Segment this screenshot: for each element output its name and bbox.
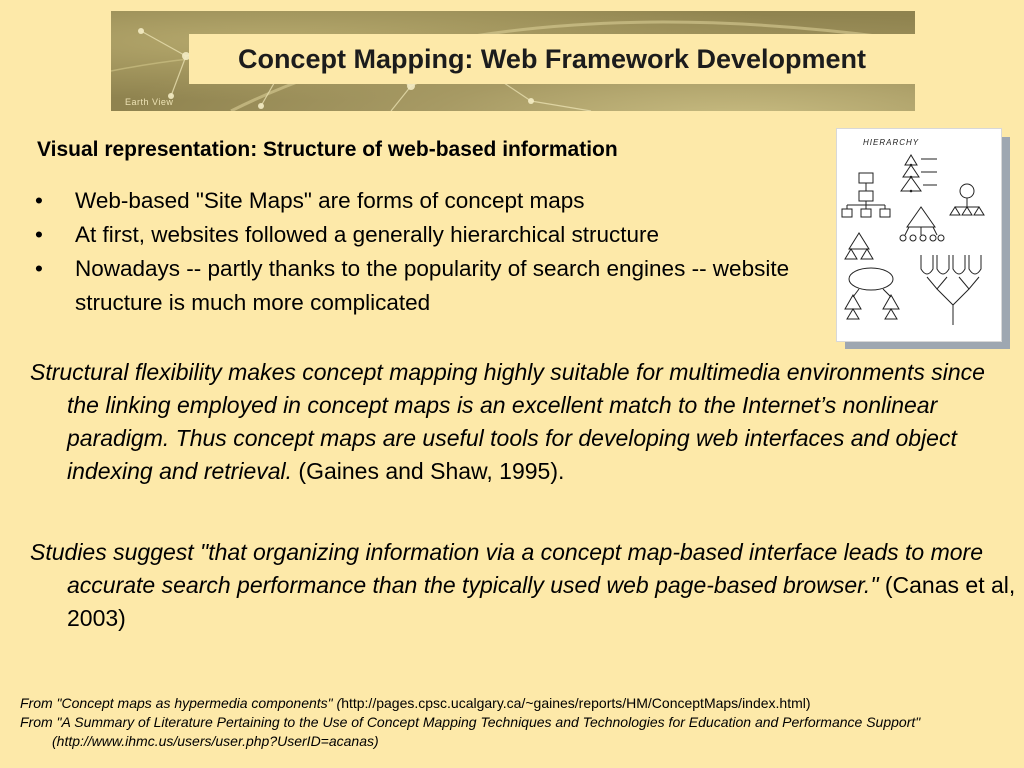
- quote-text: Structural flexibility makes concept mapping highly suitable for multimedia environments since the linking employed in concept maps is an excellent match to the Internet’s nonlinear paradigm. Thus concept maps are useful tools for developing web interfaces and object indexing and retrieval.: [30, 359, 985, 484]
- citation-text: (Gaines and Shaw, 1995).: [292, 458, 565, 484]
- reference-item: [20, 694, 1010, 713]
- hierarchy-sketch: [837, 129, 1001, 341]
- figure-heading: HIERARCHY: [863, 138, 920, 147]
- bullet-item: • Nowadays -- partly thanks to the popularity of search engines -- website structure is much more complicated: [33, 252, 823, 320]
- bullet-item: • At first, websites followed a generally hierarchical structure: [33, 218, 823, 252]
- banner-label: Earth View: [125, 97, 174, 107]
- reference-source: From "A Summary of Literature Pertaining to the Use of Concept Mapping Techniques and Technologies for Education and Performance Support" (http://www.ihmc.us/users/user.php?UserID=acanas): [20, 714, 921, 749]
- page-title: Concept Mapping: Web Framework Development: [237, 43, 867, 74]
- quote-text: Studies suggest "that organizing information via a concept map-based interface leads to more accurate search performance than the typically used web page-based browser.": [30, 539, 983, 598]
- section-subheading: Visual representation: Structure of web-based information: [37, 138, 618, 161]
- quote-paragraph: [30, 356, 1017, 488]
- reference-source: From "Concept maps as hypermedia components" (: [20, 695, 342, 711]
- references: [20, 694, 1010, 751]
- citation-text: (Canas et al, 2003): [67, 572, 1016, 631]
- reference-item: [20, 713, 1010, 751]
- bullet-item: • Web-based "Site Maps" are forms of concept maps: [33, 184, 823, 218]
- hierarchy-sketch-figure: [836, 128, 1002, 342]
- bullet-list: [33, 184, 823, 320]
- reference-url: http://pages.cpsc.ucalgary.ca/~gaines/reports/HM/ConceptMaps/index.html): [341, 695, 811, 711]
- title-box: [189, 34, 915, 84]
- quote-paragraph: [30, 536, 1017, 635]
